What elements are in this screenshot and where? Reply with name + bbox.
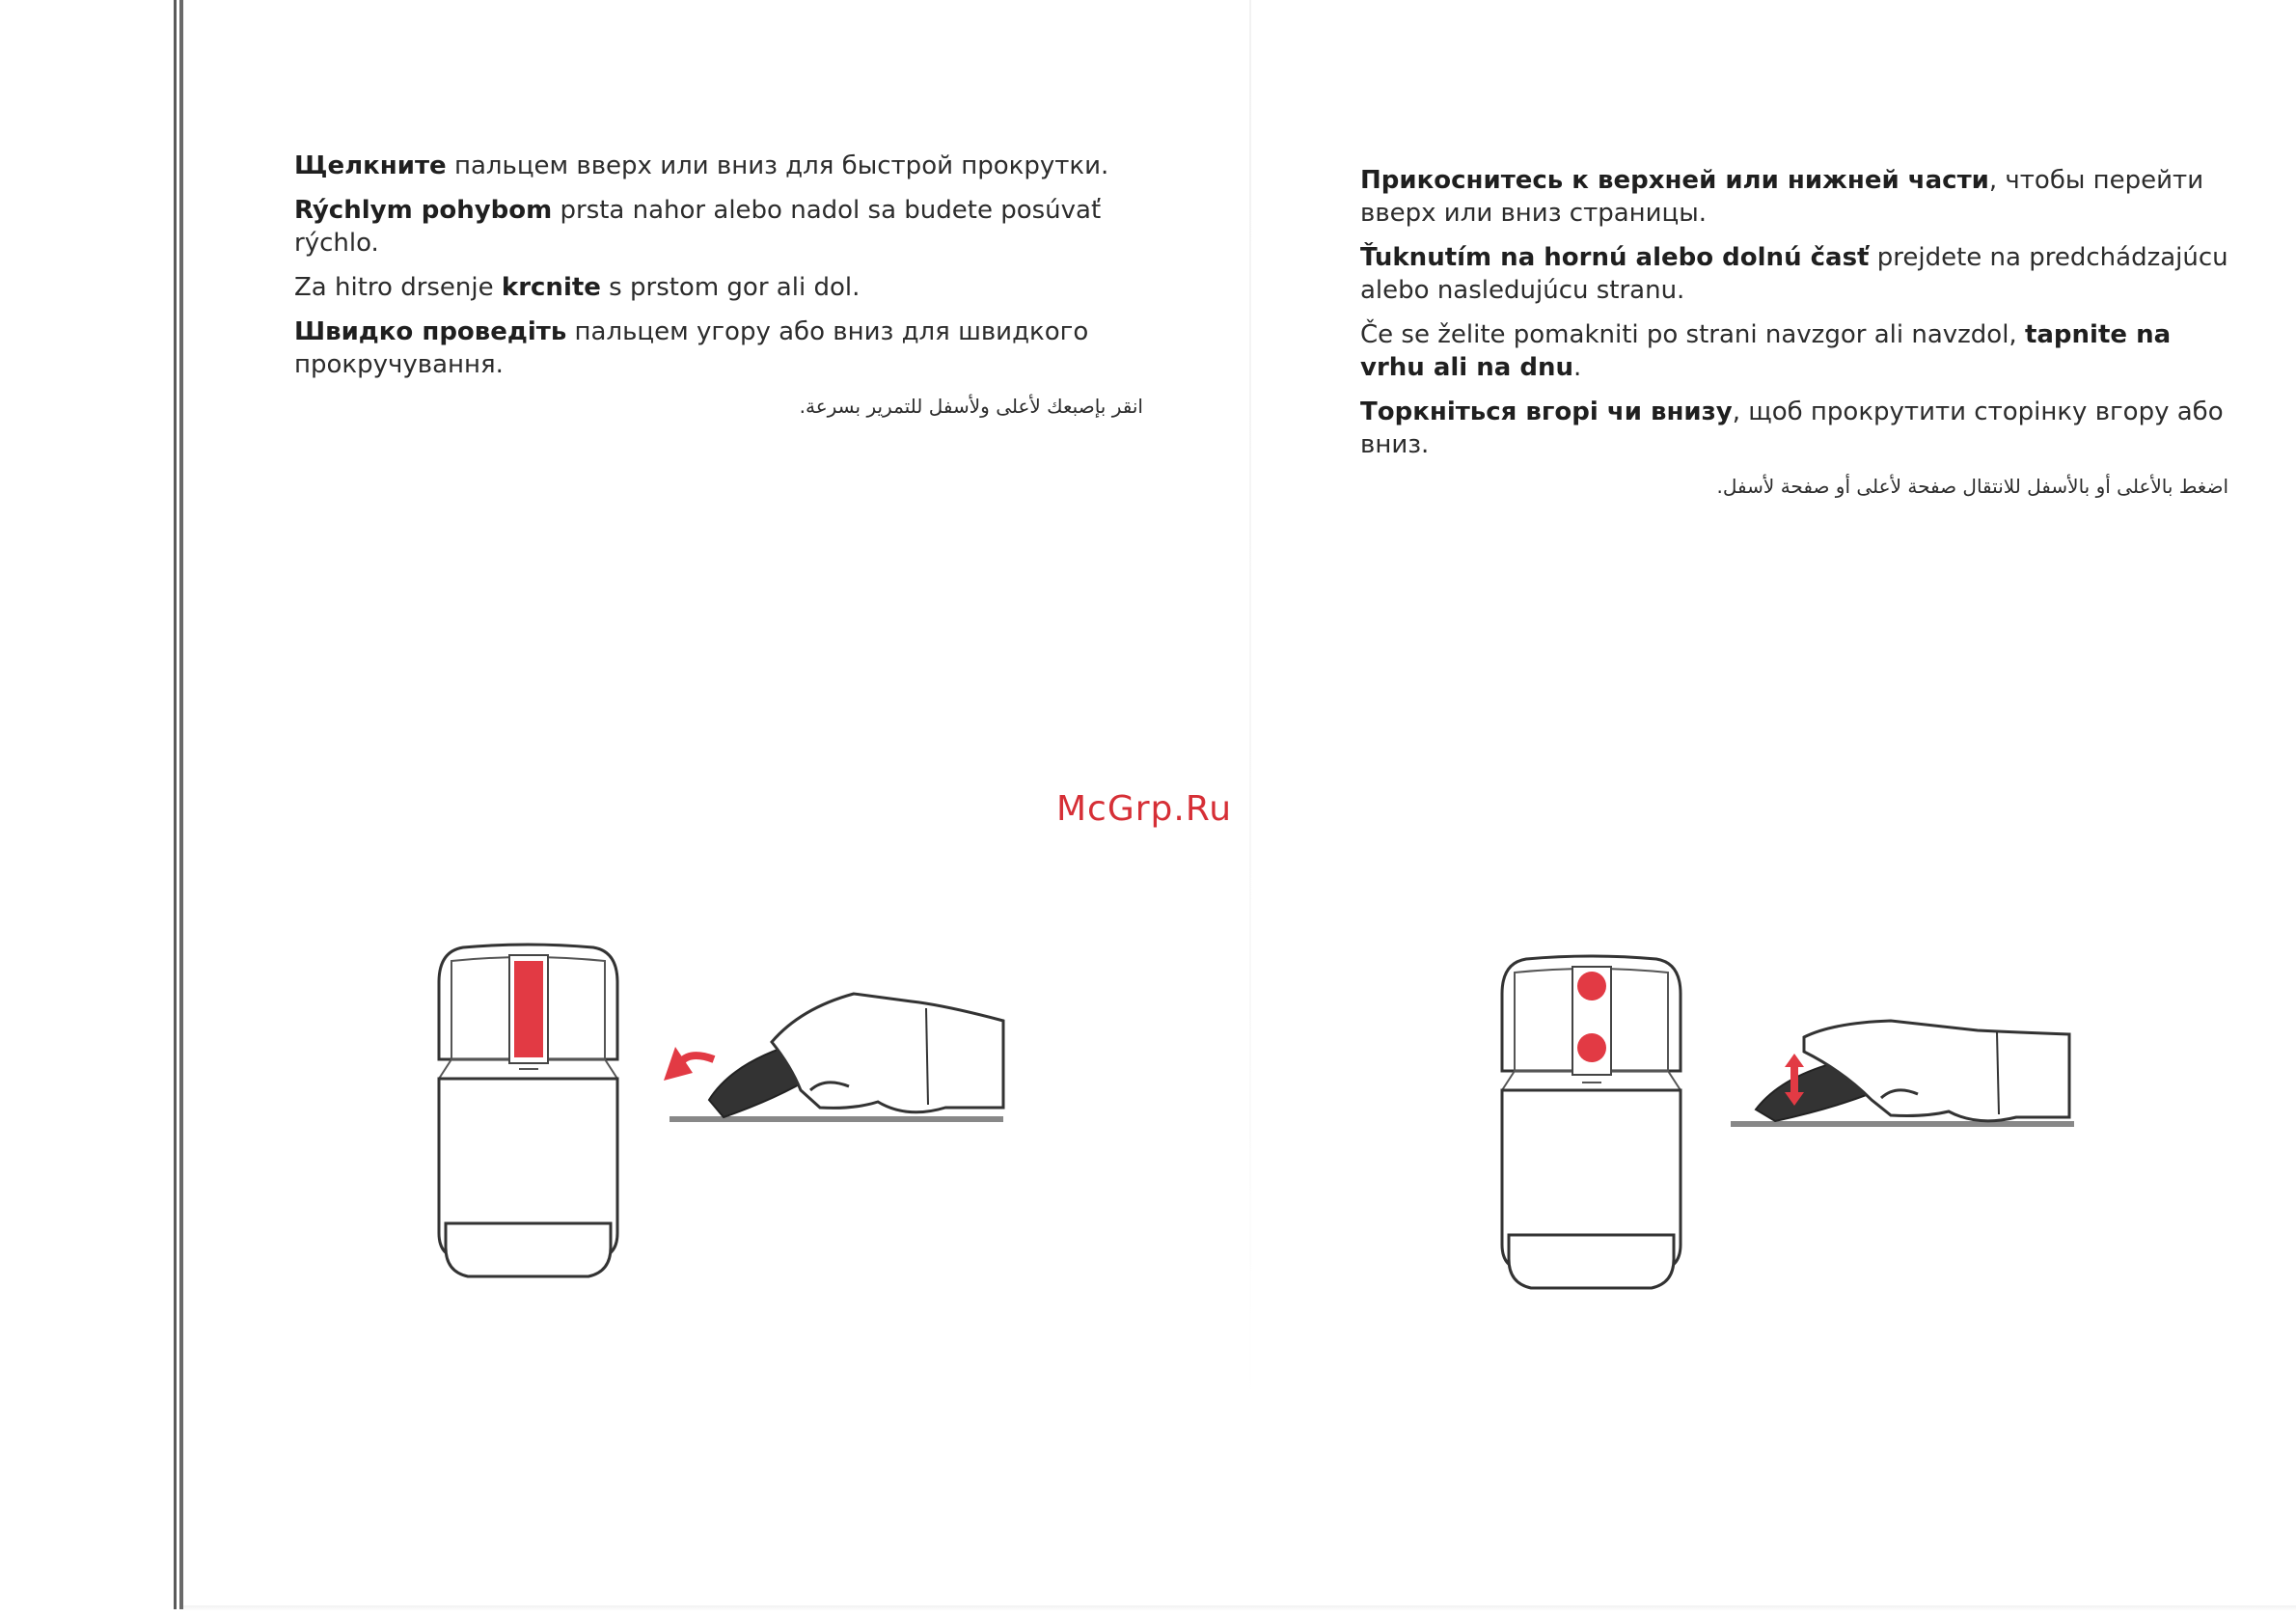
instruction-russian: Прикоснитесь к верхней или нижней части, чтобы перейти вверх или вниз страницы. bbox=[1360, 166, 2204, 228]
mouse-top-view-scroll-strip-icon bbox=[434, 944, 622, 1283]
left-page-instructions bbox=[294, 150, 1143, 431]
instruction-ukrainian: Торкніться вгорі чи внизу, щоб прокрутити сторінку вгору або вниз. bbox=[1360, 397, 2224, 459]
instruction-russian: Щелкните пальцем вверх или вниз для быстрой прокрутки. bbox=[294, 151, 1109, 180]
right-page-instructions bbox=[1360, 164, 2228, 511]
hand-flick-gesture-icon bbox=[656, 984, 1013, 1129]
watermark: McGrp.Ru bbox=[1056, 789, 1233, 829]
instruction-slovenian: Za hitro drsenje krcnite s prstom gor ali dol. bbox=[294, 273, 861, 302]
book-spine bbox=[174, 0, 183, 1609]
instruction-arabic: اضغط بالأعلى أو بالأسفل للانتقال صفحة لأعلى أو صفحة لأسفل. bbox=[1716, 475, 2228, 498]
instruction-slovenian: Če se želite pomakniti po strani navzgor ali navzdol, tapnite na vrhu ali na dnu. bbox=[1360, 320, 2172, 382]
instruction-slovak: Rýchlym pohybom prsta nahor alebo nadol sa budete posúvať rýchlo. bbox=[294, 196, 1102, 258]
instruction-arabic: انقر بإصبعك لأعلى ولأسفل للتمرير بسرعة. bbox=[799, 395, 1143, 418]
instruction-slovak: Ťuknutím na hornú alebo dolnú časť prejdete na predchádzajúcu alebo nasledujúcu stranu. bbox=[1360, 243, 2228, 305]
page-bottom-edge bbox=[183, 1605, 2296, 1611]
instruction-ukrainian: Швидко проведіть пальцем угору або вниз для швидкого прокручування. bbox=[294, 317, 1089, 379]
mouse-top-view-tap-zones-icon bbox=[1497, 955, 1685, 1295]
page-fold bbox=[1249, 0, 1251, 1409]
hand-tap-gesture-icon bbox=[1727, 1003, 2084, 1138]
